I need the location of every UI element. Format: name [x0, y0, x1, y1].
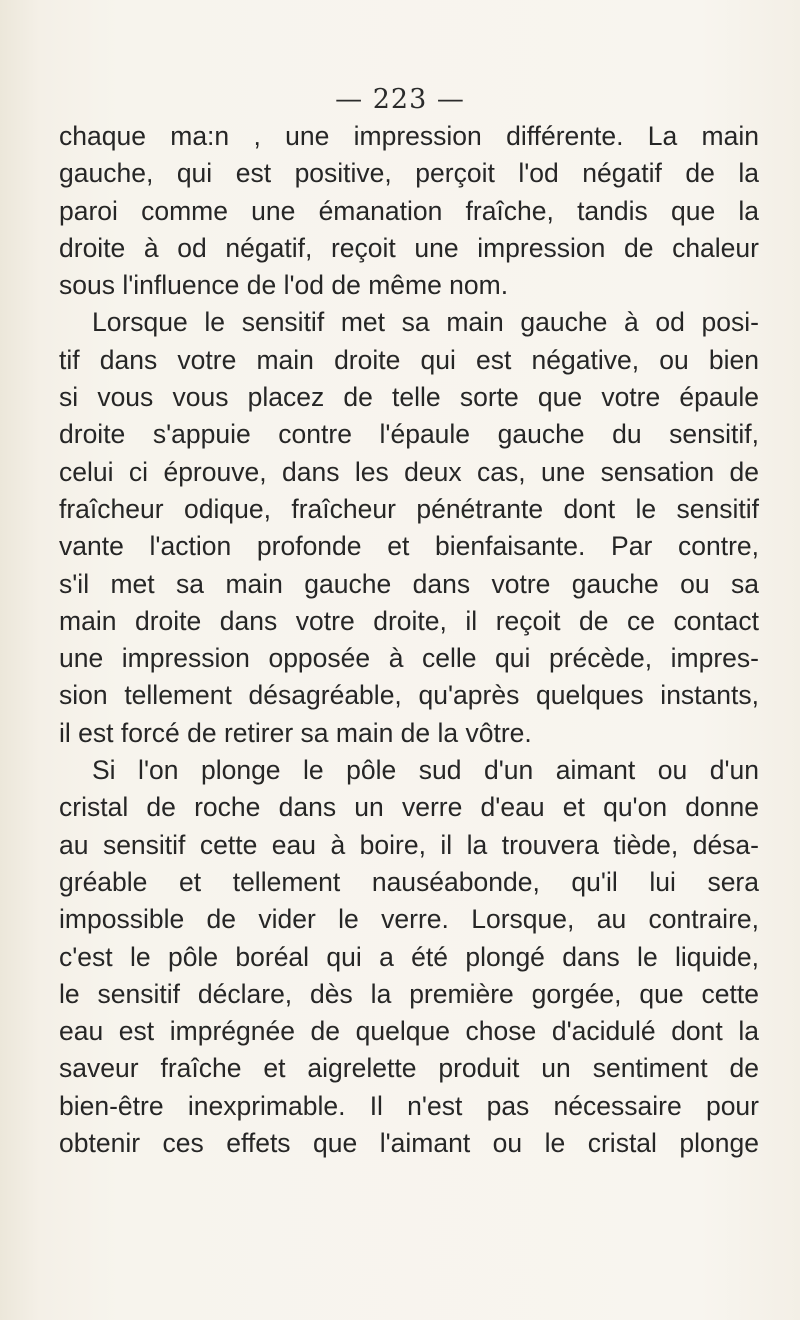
text-line: gréable et tellement nauséabonde, qu'il lui sera [59, 866, 759, 897]
text-line: main droite dans votre droite, il reçoit de ce contact [59, 605, 759, 636]
text-line: fraîcheur odique, fraîcheur pénétrante dont le sensitif [59, 493, 759, 524]
text-line: Lorsque le sensitif met sa main gauche à od posi- [92, 307, 759, 338]
text-line: il est forcé de retirer sa main de la vôtre. [59, 717, 532, 748]
body-text [59, 118, 759, 1162]
text-line: bien-être inexprimable. Il n'est pas nécessaire pour [59, 1090, 759, 1121]
text-line: paroi comme une émanation fraîche, tandis que la [59, 195, 759, 226]
text-line: celui ci éprouve, dans les deux cas, une sensation de [59, 456, 759, 487]
text-line: saveur fraîche et aigrelette produit un sentiment de [59, 1053, 759, 1084]
text-line: tif dans votre main droite qui est négative, ou bien [59, 344, 759, 375]
text-line: s'il met sa main gauche dans votre gauche ou sa [59, 568, 759, 599]
page-number: — 223 — [335, 84, 465, 115]
text-line: droite à od négatif, reçoit une impression de chaleur [59, 232, 759, 263]
text-line: si vous vous placez de telle sorte que votre épaule [59, 382, 759, 413]
text-line: gauche, qui est positive, perçoit l'od négatif de la [59, 158, 759, 189]
text-line: droite s'appuie contre l'épaule gauche du sensitif, [59, 419, 759, 450]
text-line: c'est le pôle boréal qui a été plongé dans le liquide, [59, 941, 759, 972]
text-line: une impression opposée à celle qui précède, impres- [59, 643, 759, 674]
text-line: Si l'on plonge le pôle sud d'un aimant ou d'un [92, 755, 759, 786]
text-line: obtenir ces effets que l'aimant ou le cristal plonge [59, 1128, 759, 1159]
text-line: au sensitif cette eau à boire, il la trouvera tiède, désa- [59, 829, 759, 860]
text-line: eau est imprégnée de quelque chose d'acidulé dont la [59, 1016, 759, 1047]
text-line: sion tellement désagréable, qu'après quelques instants, [59, 680, 759, 711]
text-line: le sensitif déclare, dès la première gorgée, que cette [59, 978, 759, 1009]
text-line: cristal de roche dans un verre d'eau et qu'on donne [59, 792, 759, 823]
text-line: impossible de vider le verre. Lorsque, au contraire, [59, 904, 759, 935]
text-line: vante l'action profonde et bienfaisante. Par contre, [59, 531, 759, 562]
text-line: sous l'influence de l'od de même nom. [59, 270, 509, 301]
text-line: chaque ma:n , une impression différente. La main [59, 121, 759, 151]
